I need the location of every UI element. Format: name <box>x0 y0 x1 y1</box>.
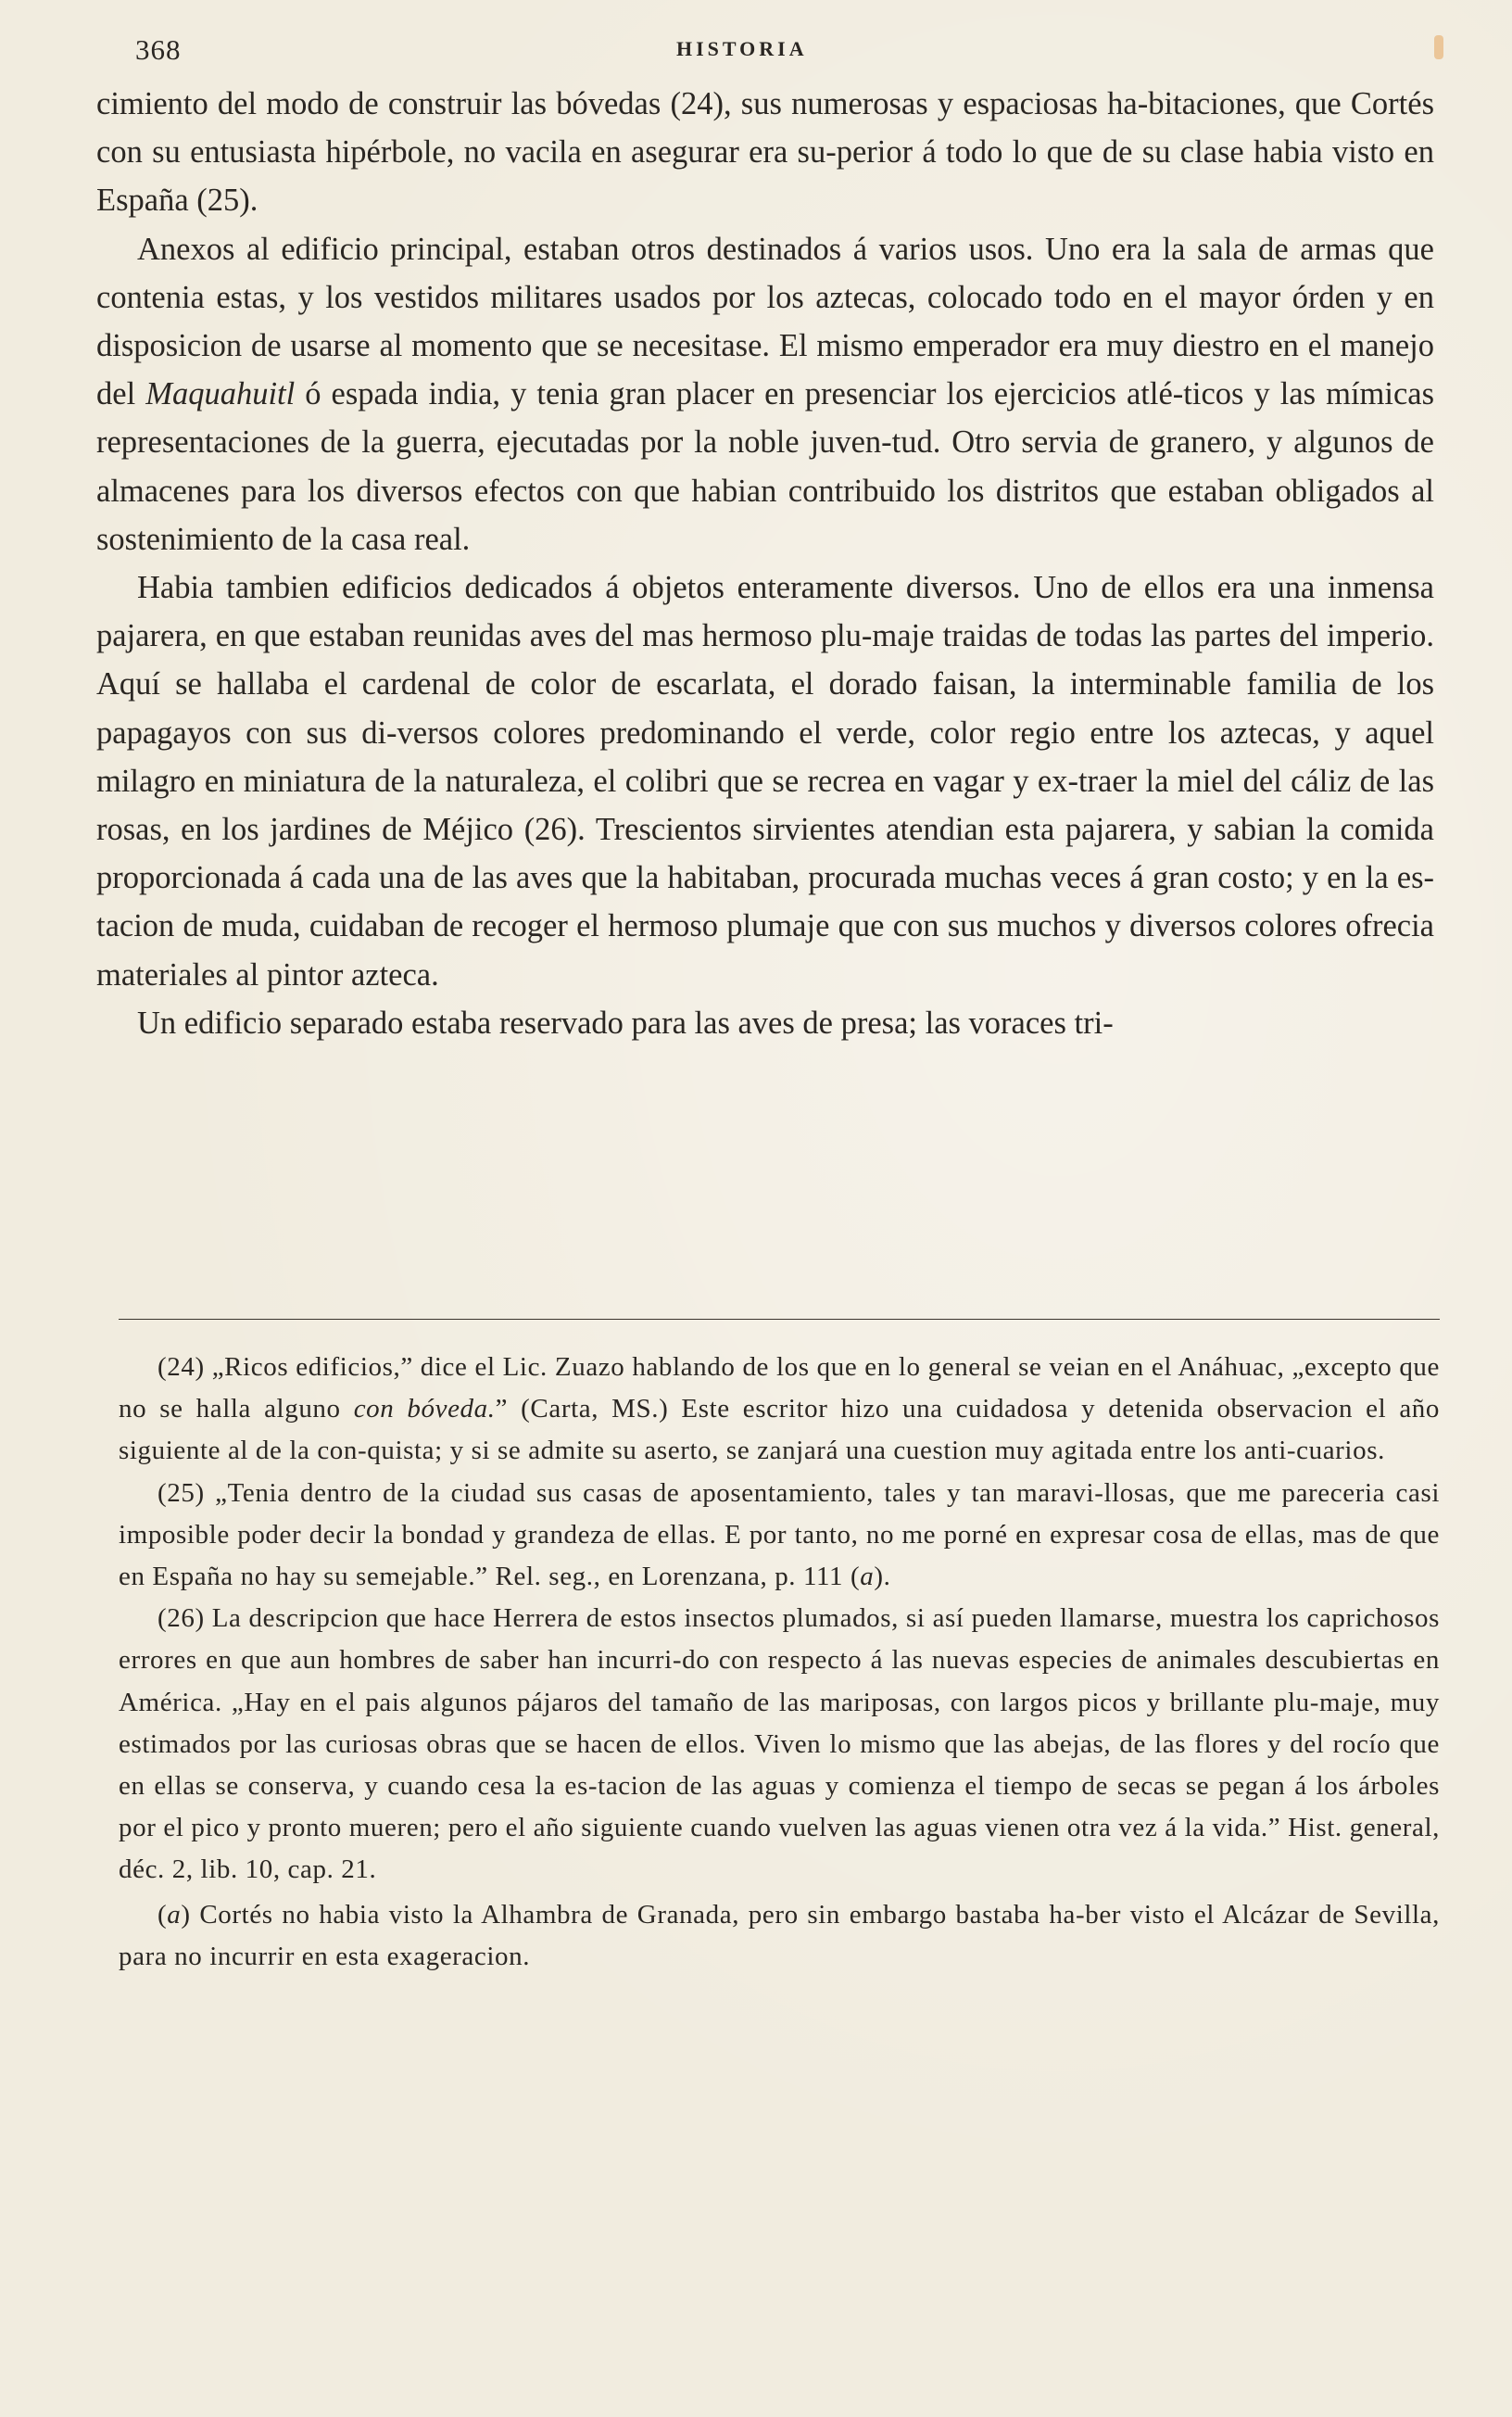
footnote-25 <box>119 1473 1440 1599</box>
paragraph-4: Un edificio separado estaba reservado para las aves de presa; las voraces tri- <box>137 1005 1114 1041</box>
paragraph-2 <box>96 225 1434 563</box>
page-number: 368 <box>135 33 182 66</box>
footnote-24-rest: ” (Carta, MS.) Este escritor hizo una cuidadosa y detenida observacion el año siguiente al de la con-quista; y si se admite su aserto, se zanjará una cuestion muy agitada entre los anti-cuarios. <box>119 1394 1441 1466</box>
footnote-a-open: ( <box>158 1899 168 1930</box>
paragraph-2-rest: ó espada india, y tenia gran placer en presenciar los ejercicios atlé-ticos y las mímicas representaciones de la guerra, ejecutadas por la noble juven-tud. Otro servia de granero, y algunos de almacenes para los diversos efectos con que habian contribuido los distritos que estaban obligados al sostenimiento de la casa real. <box>96 376 1435 557</box>
footnote-24-text: (24) „Ricos edificios,” dice el Lic. Zuazo hablando de los que en lo general se veian en el Anáhuac, „excepto que no se halla alguno <box>119 1352 1440 1424</box>
footnote-a <box>119 1894 1440 1978</box>
paragraph-3: Habia tambien edificios dedicados á objetos enteramente diversos. Uno de ellos era una inmensa pajarera, en que estaban reunidas aves del mas hermoso plu-maje traidas de todas las partes del imperio. Aquí se hallaba el cardenal de color de escarlata, el dorado faisan, la interminable familia de los papagayos con sus di-versos colores predominando el verde, color regio entre los aztecas, y aquel milagro en miniatura de la naturaleza, el colibri que se recrea en vagar y ex-traer la miel del cáliz de las rosas, en los jardines de Méjico (26). Trescientos sirvientes atendian esta pajarera, y sabian la comida proporcionada á cada una de las aves que la habitaban, procurada muchas veces á gran costo; y en la es-tacion de muda, cuidaban de recoger el hermoso plumaje que con sus muchos y diversos colores ofrecia materiales al pintor azteca. <box>96 570 1434 993</box>
footnote-rule <box>119 1319 1440 1320</box>
footnote-a-text: ) Cortés no habia visto la Alhambra de Granada, pero sin embargo bastaba ha-ber visto el Alcázar de Sevilla, para no incurrir en esta exageracion. <box>119 1899 1440 1971</box>
body-text <box>96 80 1434 1047</box>
footnote-a-italic: a <box>167 1899 182 1930</box>
running-head <box>0 33 1512 70</box>
footnote-25-text: (25) „Tenia dentro de la ciudad sus casas de aposentamiento, tales y tan maravi-llosas, que me pareceria casi imposible poder decir la bondad y grandeza de ellas. E por tanto, no me porné en expresar cosa de ellas, mas de que en España no hay su semejable.” Rel. seg., en Lorenzana, p. 111 ( <box>119 1477 1440 1592</box>
footnote-25-italic: a <box>860 1562 875 1592</box>
paragraph-2-text: Anexos al edificio principal, estaban otros destinados á varios usos. Uno era la sala de armas que contenia estas, y los vestidos militares usados por los aztecas, colocado todo en el mayor órden y en disposicion de usarse al momento que se necesitase. El mismo emperador era muy diestro en el manejo del <box>96 231 1434 412</box>
page-edge-mark <box>1434 35 1443 59</box>
running-title: HISTORIA <box>676 37 808 60</box>
footnote-26: (26) La descripcion que hace Herrera de estos insectos plumados, si así pueden llamarse, muestra los caprichosos errores en que aun hombres de saber han incurri-do con respecto á las nuevas especies de animales descubiertas en América. „Hay en el pais algunos pájaros del tamaño de las mariposas, con largos picos y brillante plu-maje, muy estimados por las curiosas obras que se hacen de ellos. Viven lo mismo que las abejas, de las flores y del rocío que en ellas se conserva, y cuando cesa la es-tacion de las aguas y comienza el tiempo de secas se pegan á los árboles por el pico y pronto mueren; pero el año siguiente cuando vuelven las aguas vienen otra vez á la vida.” Hist. general, déc. 2, lib. 10, cap. 21. <box>119 1603 1440 1885</box>
footnotes <box>119 1347 1440 1978</box>
italic-term-maquahuitl: Maquahuitl <box>145 376 296 412</box>
footnote-24-italic: con bóveda. <box>353 1394 496 1424</box>
footnote-24 <box>119 1347 1440 1473</box>
paragraph-1: cimiento del modo de construir las bóvedas (24), sus numerosas y espaciosas ha-bitaciones, que Cortés con su entusiasta hipérbole, no vacila en asegurar era su-perior á todo lo que de su clase habia visto en España (25). <box>96 86 1434 219</box>
footnote-25-rest: ). <box>874 1562 891 1592</box>
